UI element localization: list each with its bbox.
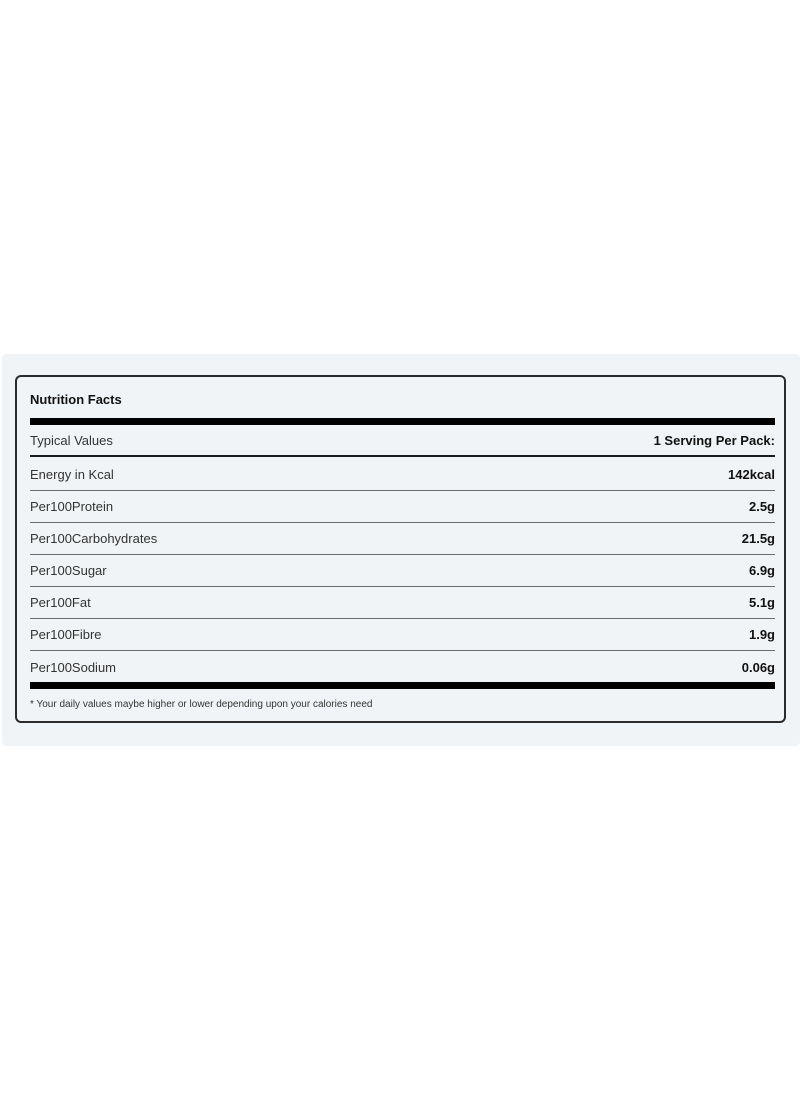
nutrient-label: Per100Protein (30, 499, 114, 514)
nutrient-label: Per100Carbohydrates (30, 531, 158, 546)
nutrient-value: 6.9g (748, 563, 775, 578)
nutrient-label: Per100Fat (30, 595, 91, 610)
nutrient-row-fat (30, 587, 775, 619)
nutrition-facts-card (15, 375, 786, 723)
typical-values-header-row (30, 425, 775, 457)
nutrient-label: Per100Fibre (30, 627, 102, 642)
daily-values-footnote: * Your daily values maybe higher or lower depending upon your calories need (30, 699, 373, 710)
nutrient-value: 1.9g (748, 627, 775, 642)
serving-per-pack-label: 1 Serving Per Pack: (653, 432, 775, 448)
nutrient-row-energy (30, 459, 775, 491)
nutrition-facts-title: Nutrition Facts (30, 392, 122, 407)
nutrient-row-sodium (30, 651, 775, 683)
nutrient-value: 21.5g (741, 531, 775, 546)
nutrient-row-carbohydrates (30, 523, 775, 555)
nutrient-label: Energy in Kcal (30, 467, 114, 482)
nutrient-value: 5.1g (748, 595, 775, 610)
nutrient-row-sugar (30, 555, 775, 587)
typical-values-label: Typical Values (30, 432, 113, 448)
top-thick-divider (30, 418, 775, 425)
nutrient-label: Per100Sugar (30, 563, 107, 578)
nutrient-value: 2.5g (748, 499, 775, 514)
nutrient-row-fibre (30, 619, 775, 651)
nutrient-value: 0.06g (741, 659, 775, 675)
nutrient-row-protein (30, 491, 775, 523)
nutrient-label: Per100Sodium (30, 659, 116, 675)
bottom-thick-divider (30, 682, 775, 689)
nutrient-value: 142kcal (728, 467, 775, 482)
